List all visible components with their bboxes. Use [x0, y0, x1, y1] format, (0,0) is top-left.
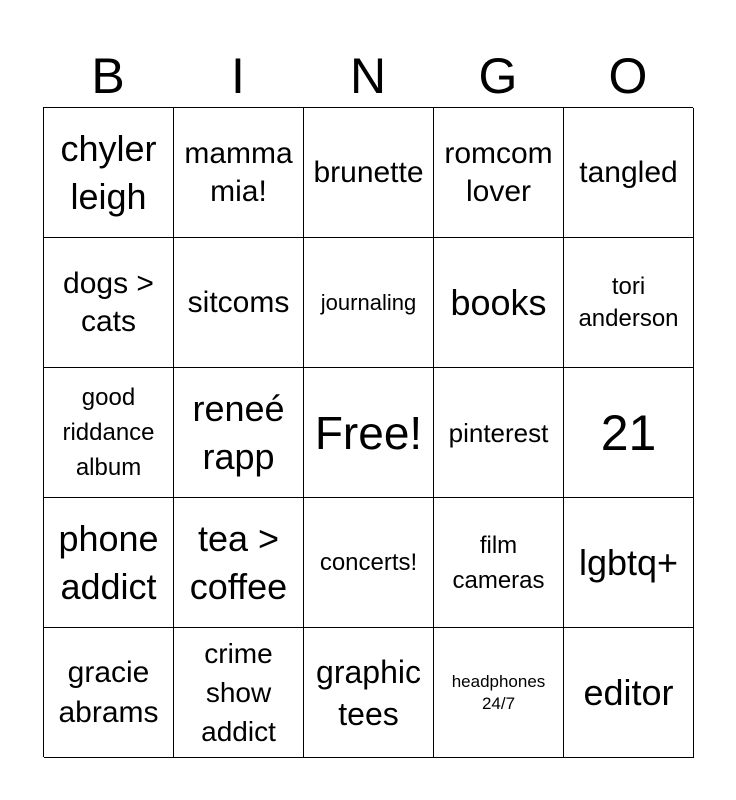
header-letter-n: N: [349, 48, 387, 104]
header-letter-o: O: [608, 48, 648, 104]
bingo-cell[interactable]: [174, 498, 304, 628]
header-letter-g: G: [478, 48, 518, 104]
bingo-cell[interactable]: [434, 108, 564, 238]
bingo-cell[interactable]: [564, 108, 694, 238]
bingo-cell[interactable]: [434, 498, 564, 628]
cell-label: phone addict: [58, 517, 159, 607]
bingo-cell[interactable]: [434, 238, 564, 368]
bingo-cell[interactable]: [434, 628, 564, 758]
cell-label: mamma mia!: [184, 136, 293, 208]
cell-label: sitcoms: [187, 285, 290, 319]
bingo-cell[interactable]: [304, 628, 434, 758]
cell-label: 21: [600, 404, 657, 461]
cell-label: dogs > cats: [63, 266, 154, 338]
bingo-cell[interactable]: [564, 498, 694, 628]
cell-label: brunette: [313, 155, 424, 189]
cell-label: concerts!: [319, 549, 418, 576]
cell-label: headphones 24/7: [451, 671, 546, 713]
bingo-cell[interactable]: [304, 108, 434, 238]
bingo-grid: [43, 107, 693, 757]
cell-label: graphic tees: [316, 653, 421, 732]
cell-label: lgbtq+: [578, 541, 679, 583]
cell-label: tea > coffee: [189, 517, 288, 607]
cell-label: romcom lover: [444, 136, 553, 208]
cell-label: crime show addict: [201, 638, 276, 747]
cell-label: tangled: [579, 155, 678, 189]
bingo-cell[interactable]: [564, 238, 694, 368]
bingo-cell[interactable]: [44, 498, 174, 628]
bingo-cell[interactable]: [304, 498, 434, 628]
bingo-cell[interactable]: [564, 368, 694, 498]
bingo-cell[interactable]: [304, 368, 434, 498]
cell-label: pinterest: [448, 417, 549, 448]
bingo-cell[interactable]: [304, 238, 434, 368]
cell-label: film cameras: [452, 531, 545, 594]
bingo-cell[interactable]: [44, 368, 174, 498]
bingo-cell[interactable]: [44, 628, 174, 758]
header-letter-i: I: [231, 48, 245, 104]
bingo-cell[interactable]: [434, 368, 564, 498]
header-letter-b: B: [91, 48, 125, 104]
bingo-cell[interactable]: [174, 628, 304, 758]
bingo-cell[interactable]: [174, 238, 304, 368]
bingo-cell[interactable]: [174, 368, 304, 498]
cell-label: reneé rapp: [192, 387, 285, 477]
cell-label: chyler leigh: [60, 127, 157, 217]
cell-label: tori anderson: [578, 272, 679, 332]
free-space-label: Free!: [314, 406, 423, 459]
bingo-cell[interactable]: [564, 628, 694, 758]
cell-label: editor: [583, 671, 674, 713]
cell-label: journaling: [320, 289, 417, 315]
bingo-header: [43, 48, 693, 104]
bingo-cell[interactable]: [44, 238, 174, 368]
bingo-cell[interactable]: [44, 108, 174, 238]
cell-label: books: [450, 281, 547, 323]
bingo-cell[interactable]: [174, 108, 304, 238]
cell-label: good riddance album: [62, 384, 155, 481]
cell-label: gracie abrams: [58, 655, 159, 729]
